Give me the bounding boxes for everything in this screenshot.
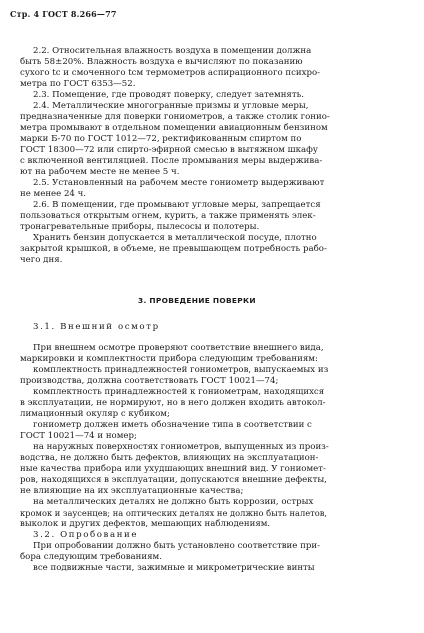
- text-line: При опробовании должно быть установлено соответствие при-: [33, 541, 320, 551]
- text-line: сухого tc и смоченного tсм термометров аспирационного психро-: [20, 68, 321, 78]
- page-header: Стр. 4 ГОСТ 8.266—77: [10, 9, 117, 19]
- text-line: комплектность принадлежностей к гониометрам, находящихся: [33, 387, 325, 397]
- text-line: не менее 24 ч.: [20, 189, 87, 199]
- text-line: 2.6. В помещении, где промывают угловые меры, запрещается: [33, 200, 321, 210]
- text-line: водства, не должно быть дефектов, влияющих на эксплуатацион-: [20, 453, 319, 463]
- section-heading: 3. ПРОВЕДЕНИЕ ПОВЕРКИ: [138, 296, 256, 305]
- text-line: метра по ГОСТ 6353—52.: [20, 79, 136, 89]
- text-line: маркировки и комплектности прибора следующим требованиям:: [20, 354, 318, 364]
- text-line: комплектность принадлежностей гониометров, выпускаемых из: [33, 365, 329, 375]
- text-line: все подвижные части, зажимные и микрометрические винты: [33, 563, 315, 573]
- text-line: в эксплуатации, не нормируют, но в него должен входить автокол-: [20, 398, 326, 408]
- text-line: пользоваться открытым огнем, курить, а также применять элек-: [20, 211, 316, 221]
- text-line: 2.2. Относительная влажность воздуха в помещении должна: [33, 46, 312, 56]
- text-line: 2.3. Помещение, где проводят поверку, следует затемнять.: [33, 90, 305, 100]
- text-line: При внешнем осмотре проверяют соответствие внешнего вида,: [33, 343, 324, 353]
- text-line: ГОСТ 10021—74 и номер;: [20, 431, 137, 441]
- text-line: лимационный окуляр с кубиком;: [20, 409, 170, 419]
- text-line: марки Б-70 по ГОСТ 1012—72, ректификованным спиртом по: [20, 134, 302, 144]
- text-line: бора следующим требованиям.: [20, 552, 162, 562]
- subsection-heading: 3.1. Внешний осмотр: [33, 322, 160, 332]
- text-line: ГОСТ 18300—72 или спирто-эфирной смесью в вытяжном шкафу: [20, 145, 318, 155]
- text-line: не влияющие на их эксплуатационные качества;: [20, 486, 244, 496]
- text-line: ные качества прибора или ухудшающих внешний вид. У гониомет-: [20, 464, 326, 474]
- text-line: Хранить бензин допускается в металлической посуде, плотно: [33, 233, 317, 243]
- text-line: на металлических деталях не должно быть коррозии, острых: [33, 497, 314, 507]
- text-line: чего дня.: [20, 255, 63, 265]
- text-line: ров, находящихся в эксплуатации, допускаются внешние дефекты,: [20, 475, 327, 485]
- text-line: закрытой крышкой, в объеме, не превышающем потребность рабо-: [20, 244, 327, 254]
- text-line: тронагревательные приборы, пылесосы и полотеры.: [20, 222, 260, 232]
- text-line: ют на рабочем месте не менее 5 ч.: [20, 167, 180, 177]
- text-line: предназначенные для поверки гониометров, а также столик гонио-: [20, 112, 330, 122]
- text-line: 2.4. Металлические многогранные призмы и угловые меры,: [33, 101, 309, 111]
- subsection-heading: 3.2. Опробование: [33, 530, 139, 540]
- text-line: кромок и заусенцев; на оптических деталях не должно быть налетов,: [20, 508, 328, 518]
- text-line: метра промывают в отдельном помещении авиационным бензином: [20, 123, 328, 133]
- text-line: 2.5. Установленный на рабочем месте гониометр выдерживают: [33, 178, 325, 188]
- text-line: производства, должна соответствовать ГОСТ 10021—74;: [20, 376, 279, 386]
- text-line: гониометр должен иметь обозначение типа в соответствии с: [33, 420, 312, 430]
- text-line: быть 58±20%. Влажность воздуха e вычисляют по показанию: [20, 57, 303, 67]
- text-line: на наружных поверхностях гониометров, выпущенных из произ-: [33, 442, 329, 452]
- text-line: с включенной вентиляцией. После промывания меры выдержива-: [20, 156, 323, 166]
- text-line: выколок и других дефектов, мешающих наблюдениям.: [20, 519, 271, 529]
